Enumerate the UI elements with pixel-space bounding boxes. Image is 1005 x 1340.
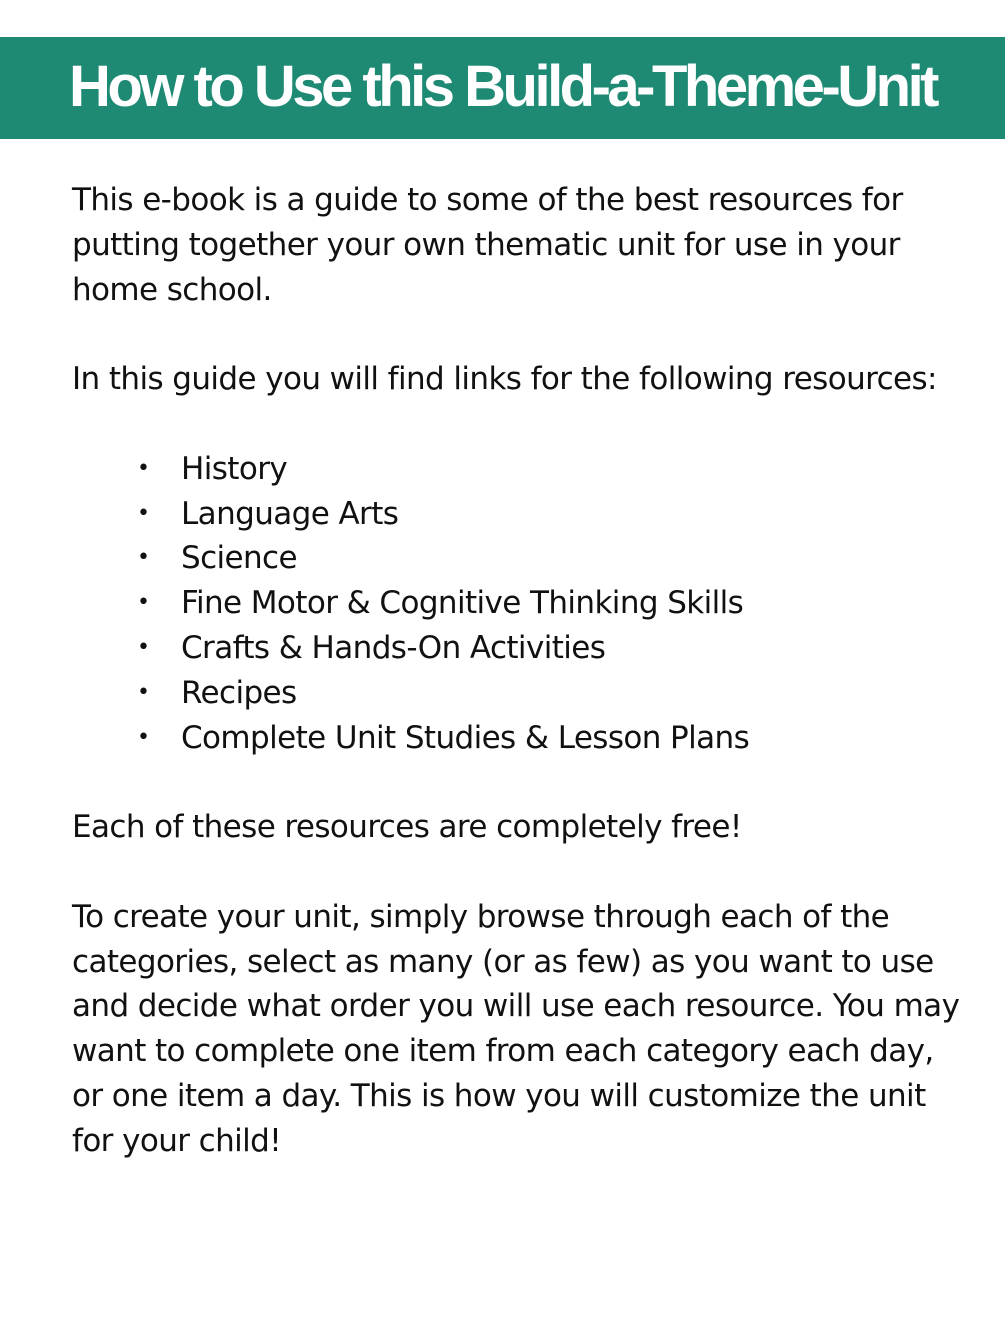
document-body <box>72 178 972 1208</box>
list-item-label: Fine Motor & Cognitive Thinking Skills <box>181 585 744 622</box>
list-item <box>137 447 972 492</box>
list-item-label: Science <box>181 540 297 577</box>
list-item-label: Complete Unit Studies & Lesson Plans <box>181 719 750 756</box>
list-item <box>137 492 972 537</box>
free-note-paragraph: Each of these resources are completely free! <box>72 809 742 846</box>
instructions-paragraph: To create your unit, simply browse through each of the categories, select as many (or as few) as you want to use and decide what order you will use each resource. You may want to complete one item from each category each day, or one item a day. This is how you will customize the unit for your child! <box>72 898 960 1159</box>
list-item <box>137 716 972 761</box>
lead-in-paragraph: In this guide you will find links for the following resources: <box>72 361 937 398</box>
bullet-icon: • <box>137 679 150 705</box>
list-item <box>137 671 972 716</box>
list-item <box>137 581 972 626</box>
page-title: How to Use this Build-a-Theme-Unit <box>69 53 936 119</box>
list-item-label: Language Arts <box>181 495 399 532</box>
bullet-icon: • <box>137 590 150 616</box>
bullet-icon: • <box>137 455 150 481</box>
list-item <box>137 536 972 581</box>
bullet-icon: • <box>137 500 150 526</box>
resource-list <box>72 447 972 761</box>
intro-paragraph: This e-book is a guide to some of the best resources for putting together your own thematic unit for use in your home school. <box>72 182 903 308</box>
title-banner <box>0 37 1005 139</box>
list-item-label: History <box>181 450 288 487</box>
bullet-icon: • <box>137 634 150 660</box>
bullet-icon: • <box>137 724 150 750</box>
list-item-label: Recipes <box>181 674 297 711</box>
bullet-icon: • <box>137 545 150 571</box>
list-item <box>137 626 972 671</box>
list-item-label: Crafts & Hands-On Activities <box>181 629 606 666</box>
